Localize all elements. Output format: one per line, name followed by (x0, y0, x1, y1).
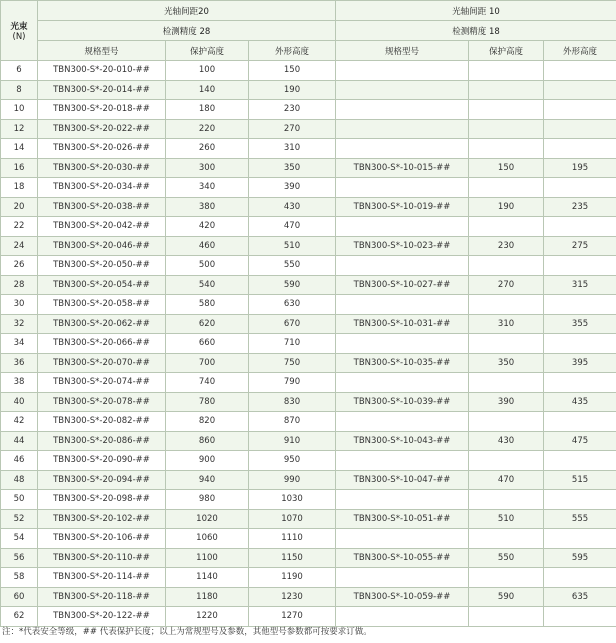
group-a-model-cell: TBN300-S*-20-086-## (38, 431, 166, 451)
group-b-protect-height-cell (469, 80, 544, 100)
group-b-model-cell (336, 412, 469, 432)
group-b-protect-height-cell (469, 217, 544, 237)
force-cell: 58 (1, 568, 38, 588)
group-b-outer-height-cell (544, 178, 616, 198)
group-a-protect-height-cell: 300 (166, 158, 249, 178)
force-cell: 22 (1, 217, 38, 237)
group-b-model-cell: TBN300-S*-10-015-## (336, 158, 469, 178)
group-b-model-cell (336, 217, 469, 237)
group-b-model-cell: TBN300-S*-10-043-## (336, 431, 469, 451)
group-b-outer-height-cell (544, 490, 616, 510)
group-b-protect-height-cell (469, 119, 544, 139)
group-a-outer-height-cell: 190 (249, 80, 336, 100)
group-a-model-cell: TBN300-S*-20-030-## (38, 158, 166, 178)
force-cell: 18 (1, 178, 38, 198)
group-b-model-cell (336, 568, 469, 588)
table-row (1, 197, 616, 217)
group-b-model-cell (336, 61, 469, 81)
table-row (1, 490, 616, 510)
group-a-model-cell: TBN300-S*-20-054-## (38, 275, 166, 295)
group-b-protect-height-cell (469, 373, 544, 393)
group-a-outer-height-cell: 990 (249, 470, 336, 490)
group-a-outer-height-cell: 710 (249, 334, 336, 354)
group-a-model-cell: TBN300-S*-20-014-## (38, 80, 166, 100)
table-row (1, 256, 616, 276)
group-a-protect-height-cell: 1020 (166, 509, 249, 529)
table-row (1, 548, 616, 568)
group-b-protect-height-cell (469, 607, 544, 627)
force-cell: 52 (1, 509, 38, 529)
group-b-outer-height-cell (544, 529, 616, 549)
force-cell: 14 (1, 139, 38, 159)
group-b-model-cell: TBN300-S*-10-051-## (336, 509, 469, 529)
group-a-protect-height-cell: 500 (166, 256, 249, 276)
group-b-outer-height-cell: 355 (544, 314, 616, 334)
group-b-model-cell (336, 334, 469, 354)
group-a-model-cell: TBN300-S*-20-038-## (38, 197, 166, 217)
group-b-outer-height-cell: 555 (544, 509, 616, 529)
group-a-outer-height-cell: 630 (249, 295, 336, 315)
table-row (1, 236, 616, 256)
force-cell: 8 (1, 80, 38, 100)
group-a-model-cell: TBN300-S*-20-122-## (38, 607, 166, 627)
group-b-protect-height-cell (469, 451, 544, 471)
group-a-model-cell: TBN300-S*-20-094-## (38, 470, 166, 490)
group-b-protect-height-cell (469, 529, 544, 549)
group-b-model-cell (336, 139, 469, 159)
group-a-outer-height-cell: 150 (249, 61, 336, 81)
table-row (1, 217, 616, 237)
group-b-outer-height-cell (544, 412, 616, 432)
group-b-model-cell (336, 256, 469, 276)
group-a-outer-height-cell: 550 (249, 256, 336, 276)
table-row (1, 61, 616, 81)
force-cell: 48 (1, 470, 38, 490)
group-a-model-cell: TBN300-S*-20-042-## (38, 217, 166, 237)
group-a-model-cell: TBN300-S*-20-050-## (38, 256, 166, 276)
group-b-model-cell (336, 490, 469, 510)
group-a-protect-height-header: 保护高度 (166, 41, 249, 61)
table-row (1, 353, 616, 373)
group-b-protect-height-cell: 390 (469, 392, 544, 412)
force-cell: 20 (1, 197, 38, 217)
table-row (1, 334, 616, 354)
force-cell: 62 (1, 607, 38, 627)
group-a-outer-height-cell: 670 (249, 314, 336, 334)
group-b-model-cell: TBN300-S*-10-019-## (336, 197, 469, 217)
group-a-model-header: 规格型号 (38, 41, 166, 61)
group-b-outer-height-cell (544, 568, 616, 588)
footnote: 注：*代表安全等级，## 代表保护长度；以上为常规型号及参数，其他型号参数都可按要求订做。 (2, 627, 372, 637)
group-a-model-cell: TBN300-S*-20-106-## (38, 529, 166, 549)
table-row (1, 431, 616, 451)
group-b-model-cell (336, 119, 469, 139)
force-cell: 34 (1, 334, 38, 354)
force-cell: 38 (1, 373, 38, 393)
group-b-outer-height-cell: 235 (544, 197, 616, 217)
force-cell: 44 (1, 431, 38, 451)
group-b-protect-height-cell: 470 (469, 470, 544, 490)
group-a-model-cell: TBN300-S*-20-070-## (38, 353, 166, 373)
group-b-protect-height-cell (469, 568, 544, 588)
force-cell: 12 (1, 119, 38, 139)
group-b-outer-height-cell: 515 (544, 470, 616, 490)
group-b-outer-height-cell: 435 (544, 392, 616, 412)
force-cell: 10 (1, 100, 38, 120)
force-cell: 24 (1, 236, 38, 256)
table-body (1, 61, 616, 627)
group-b-model-cell: TBN300-S*-10-035-## (336, 353, 469, 373)
group-b-protect-height-cell (469, 334, 544, 354)
group-a-outer-height-cell: 1030 (249, 490, 336, 510)
table-row (1, 470, 616, 490)
group-a-outer-height-header: 外形高度 (249, 41, 336, 61)
group-b-model-cell: TBN300-S*-10-023-## (336, 236, 469, 256)
group-b-model-cell (336, 373, 469, 393)
group-a-outer-height-cell: 430 (249, 197, 336, 217)
group-a-model-cell: TBN300-S*-20-034-## (38, 178, 166, 198)
group-b-model-cell (336, 607, 469, 627)
group-a-outer-height-cell: 1270 (249, 607, 336, 627)
group-b-outer-height-cell (544, 256, 616, 276)
group-b-protect-height-cell: 350 (469, 353, 544, 373)
force-cell: 60 (1, 587, 38, 607)
group-a-outer-height-cell: 910 (249, 431, 336, 451)
group-b-protect-height-cell: 310 (469, 314, 544, 334)
group-b-model-cell: TBN300-S*-10-031-## (336, 314, 469, 334)
force-cell: 46 (1, 451, 38, 471)
group-a-protect-height-cell: 940 (166, 470, 249, 490)
group-b-protect-height-cell (469, 295, 544, 315)
table-row (1, 295, 616, 315)
group-a-model-cell: TBN300-S*-20-082-## (38, 412, 166, 432)
group-a-outer-height-cell: 470 (249, 217, 336, 237)
table-row (1, 275, 616, 295)
force-cell: 40 (1, 392, 38, 412)
group-b-model-cell (336, 451, 469, 471)
group-b-outer-height-cell: 595 (544, 548, 616, 568)
force-cell: 50 (1, 490, 38, 510)
group-b-outer-height-cell (544, 61, 616, 81)
group-b-outer-height-cell (544, 451, 616, 471)
group-a-protect-height-cell: 420 (166, 217, 249, 237)
table-row (1, 139, 616, 159)
table-row (1, 373, 616, 393)
group-b-model-header: 规格型号 (336, 41, 469, 61)
group-b-outer-height-cell: 195 (544, 158, 616, 178)
group-b-outer-height-cell (544, 217, 616, 237)
group-a-protect-height-cell: 900 (166, 451, 249, 471)
group-b-protect-height-cell (469, 412, 544, 432)
group-b-title: 光轴间距 10 (336, 1, 616, 21)
group-a-model-cell: TBN300-S*-20-074-## (38, 373, 166, 393)
group-a-outer-height-cell: 1190 (249, 568, 336, 588)
group-a-protect-height-cell: 100 (166, 61, 249, 81)
group-a-protect-height-cell: 700 (166, 353, 249, 373)
group-a-model-cell: TBN300-S*-20-058-## (38, 295, 166, 315)
group-a-outer-height-cell: 590 (249, 275, 336, 295)
group-b-outer-height-cell (544, 80, 616, 100)
group-b-outer-height-cell: 315 (544, 275, 616, 295)
group-b-protect-height-cell: 190 (469, 197, 544, 217)
group-b-outer-height-cell: 635 (544, 587, 616, 607)
force-cell: 54 (1, 529, 38, 549)
group-b-outer-height-header: 外形高度 (544, 41, 616, 61)
group-b-outer-height-cell (544, 334, 616, 354)
group-a-outer-height-cell: 790 (249, 373, 336, 393)
group-b-protect-height-cell (469, 256, 544, 276)
group-a-protect-height-cell: 860 (166, 431, 249, 451)
group-a-outer-height-cell: 390 (249, 178, 336, 198)
table-row (1, 529, 616, 549)
group-b-protect-height-cell (469, 100, 544, 120)
group-a-model-cell: TBN300-S*-20-098-## (38, 490, 166, 510)
group-a-model-cell: TBN300-S*-20-010-## (38, 61, 166, 81)
group-b-protect-height-cell: 150 (469, 158, 544, 178)
table-row (1, 314, 616, 334)
group-b-model-cell (336, 295, 469, 315)
force-cell: 16 (1, 158, 38, 178)
force-cell: 32 (1, 314, 38, 334)
group-a-protect-height-cell: 660 (166, 334, 249, 354)
group-b-outer-height-cell (544, 139, 616, 159)
force-header-unit: (N) (12, 31, 26, 42)
group-a-model-cell: TBN300-S*-20-026-## (38, 139, 166, 159)
force-header (1, 1, 38, 61)
group-b-outer-height-cell: 475 (544, 431, 616, 451)
group-a-protect-height-cell: 140 (166, 80, 249, 100)
table-row (1, 509, 616, 529)
group-b-outer-height-cell (544, 100, 616, 120)
group-b-protect-height-cell: 510 (469, 509, 544, 529)
group-a-protect-height-cell: 260 (166, 139, 249, 159)
group-a-title: 光轴间距20 (38, 1, 336, 21)
group-b-outer-height-cell: 395 (544, 353, 616, 373)
force-cell: 6 (1, 61, 38, 81)
group-a-outer-height-cell: 230 (249, 100, 336, 120)
group-a-outer-height-cell: 270 (249, 119, 336, 139)
group-a-model-cell: TBN300-S*-20-062-## (38, 314, 166, 334)
group-a-model-cell: TBN300-S*-20-046-## (38, 236, 166, 256)
group-b-model-cell: TBN300-S*-10-039-## (336, 392, 469, 412)
table-row (1, 607, 616, 627)
group-a-protect-height-cell: 380 (166, 197, 249, 217)
group-a-protect-height-cell: 540 (166, 275, 249, 295)
group-b-precision: 检测精度 18 (336, 21, 616, 41)
group-a-model-cell: TBN300-S*-20-118-## (38, 587, 166, 607)
group-a-outer-height-cell: 870 (249, 412, 336, 432)
group-a-model-cell: TBN300-S*-20-018-## (38, 100, 166, 120)
group-a-model-cell: TBN300-S*-20-090-## (38, 451, 166, 471)
force-cell: 56 (1, 548, 38, 568)
group-b-protect-height-cell (469, 178, 544, 198)
group-b-protect-height-cell: 550 (469, 548, 544, 568)
table-row (1, 587, 616, 607)
group-b-model-cell: TBN300-S*-10-059-## (336, 587, 469, 607)
group-a-outer-height-cell: 830 (249, 392, 336, 412)
group-a-precision: 检测精度 28 (38, 21, 336, 41)
group-b-protect-height-cell: 230 (469, 236, 544, 256)
table-row (1, 451, 616, 471)
table-row (1, 568, 616, 588)
group-b-outer-height-cell: 275 (544, 236, 616, 256)
group-a-protect-height-cell: 460 (166, 236, 249, 256)
group-b-model-cell (336, 529, 469, 549)
group-b-outer-height-cell (544, 607, 616, 627)
group-b-outer-height-cell (544, 295, 616, 315)
group-a-outer-height-cell: 350 (249, 158, 336, 178)
group-b-model-cell (336, 100, 469, 120)
group-a-protect-height-cell: 1180 (166, 587, 249, 607)
table-row (1, 392, 616, 412)
group-b-protect-height-cell (469, 139, 544, 159)
group-a-outer-height-cell: 1150 (249, 548, 336, 568)
group-b-protect-height-cell: 430 (469, 431, 544, 451)
group-a-protect-height-cell: 820 (166, 412, 249, 432)
group-a-model-cell: TBN300-S*-20-078-## (38, 392, 166, 412)
group-a-protect-height-cell: 340 (166, 178, 249, 198)
group-a-outer-height-cell: 1110 (249, 529, 336, 549)
table-row (1, 412, 616, 432)
group-a-model-cell: TBN300-S*-20-110-## (38, 548, 166, 568)
table-row (1, 80, 616, 100)
group-a-protect-height-cell: 1220 (166, 607, 249, 627)
table-row (1, 119, 616, 139)
group-b-model-cell: TBN300-S*-10-055-## (336, 548, 469, 568)
group-b-protect-height-cell: 270 (469, 275, 544, 295)
group-b-outer-height-cell (544, 119, 616, 139)
group-b-model-cell: TBN300-S*-10-047-## (336, 470, 469, 490)
group-a-protect-height-cell: 780 (166, 392, 249, 412)
table-row (1, 178, 616, 198)
group-b-protect-height-cell (469, 61, 544, 81)
group-a-outer-height-cell: 1070 (249, 509, 336, 529)
group-a-protect-height-cell: 580 (166, 295, 249, 315)
table-row (1, 100, 616, 120)
group-a-protect-height-cell: 740 (166, 373, 249, 393)
group-a-outer-height-cell: 750 (249, 353, 336, 373)
group-a-protect-height-cell: 1140 (166, 568, 249, 588)
force-cell: 28 (1, 275, 38, 295)
group-b-model-cell (336, 178, 469, 198)
group-b-model-cell (336, 80, 469, 100)
force-cell: 36 (1, 353, 38, 373)
group-b-model-cell: TBN300-S*-10-027-## (336, 275, 469, 295)
group-b-protect-height-cell (469, 490, 544, 510)
group-a-protect-height-cell: 620 (166, 314, 249, 334)
group-a-outer-height-cell: 310 (249, 139, 336, 159)
group-a-model-cell: TBN300-S*-20-022-## (38, 119, 166, 139)
force-cell: 26 (1, 256, 38, 276)
force-cell: 42 (1, 412, 38, 432)
force-header-label: 光束 (10, 21, 28, 32)
group-a-protect-height-cell: 1060 (166, 529, 249, 549)
group-a-model-cell: TBN300-S*-20-102-## (38, 509, 166, 529)
group-a-outer-height-cell: 1230 (249, 587, 336, 607)
group-a-protect-height-cell: 1100 (166, 548, 249, 568)
table-row (1, 158, 616, 178)
force-cell: 30 (1, 295, 38, 315)
group-a-model-cell: TBN300-S*-20-114-## (38, 568, 166, 588)
group-a-protect-height-cell: 180 (166, 100, 249, 120)
group-b-outer-height-cell (544, 373, 616, 393)
group-b-protect-height-header: 保护高度 (469, 41, 544, 61)
group-a-outer-height-cell: 950 (249, 451, 336, 471)
group-a-model-cell: TBN300-S*-20-066-## (38, 334, 166, 354)
group-a-outer-height-cell: 510 (249, 236, 336, 256)
group-b-protect-height-cell: 590 (469, 587, 544, 607)
group-a-protect-height-cell: 980 (166, 490, 249, 510)
group-a-protect-height-cell: 220 (166, 119, 249, 139)
